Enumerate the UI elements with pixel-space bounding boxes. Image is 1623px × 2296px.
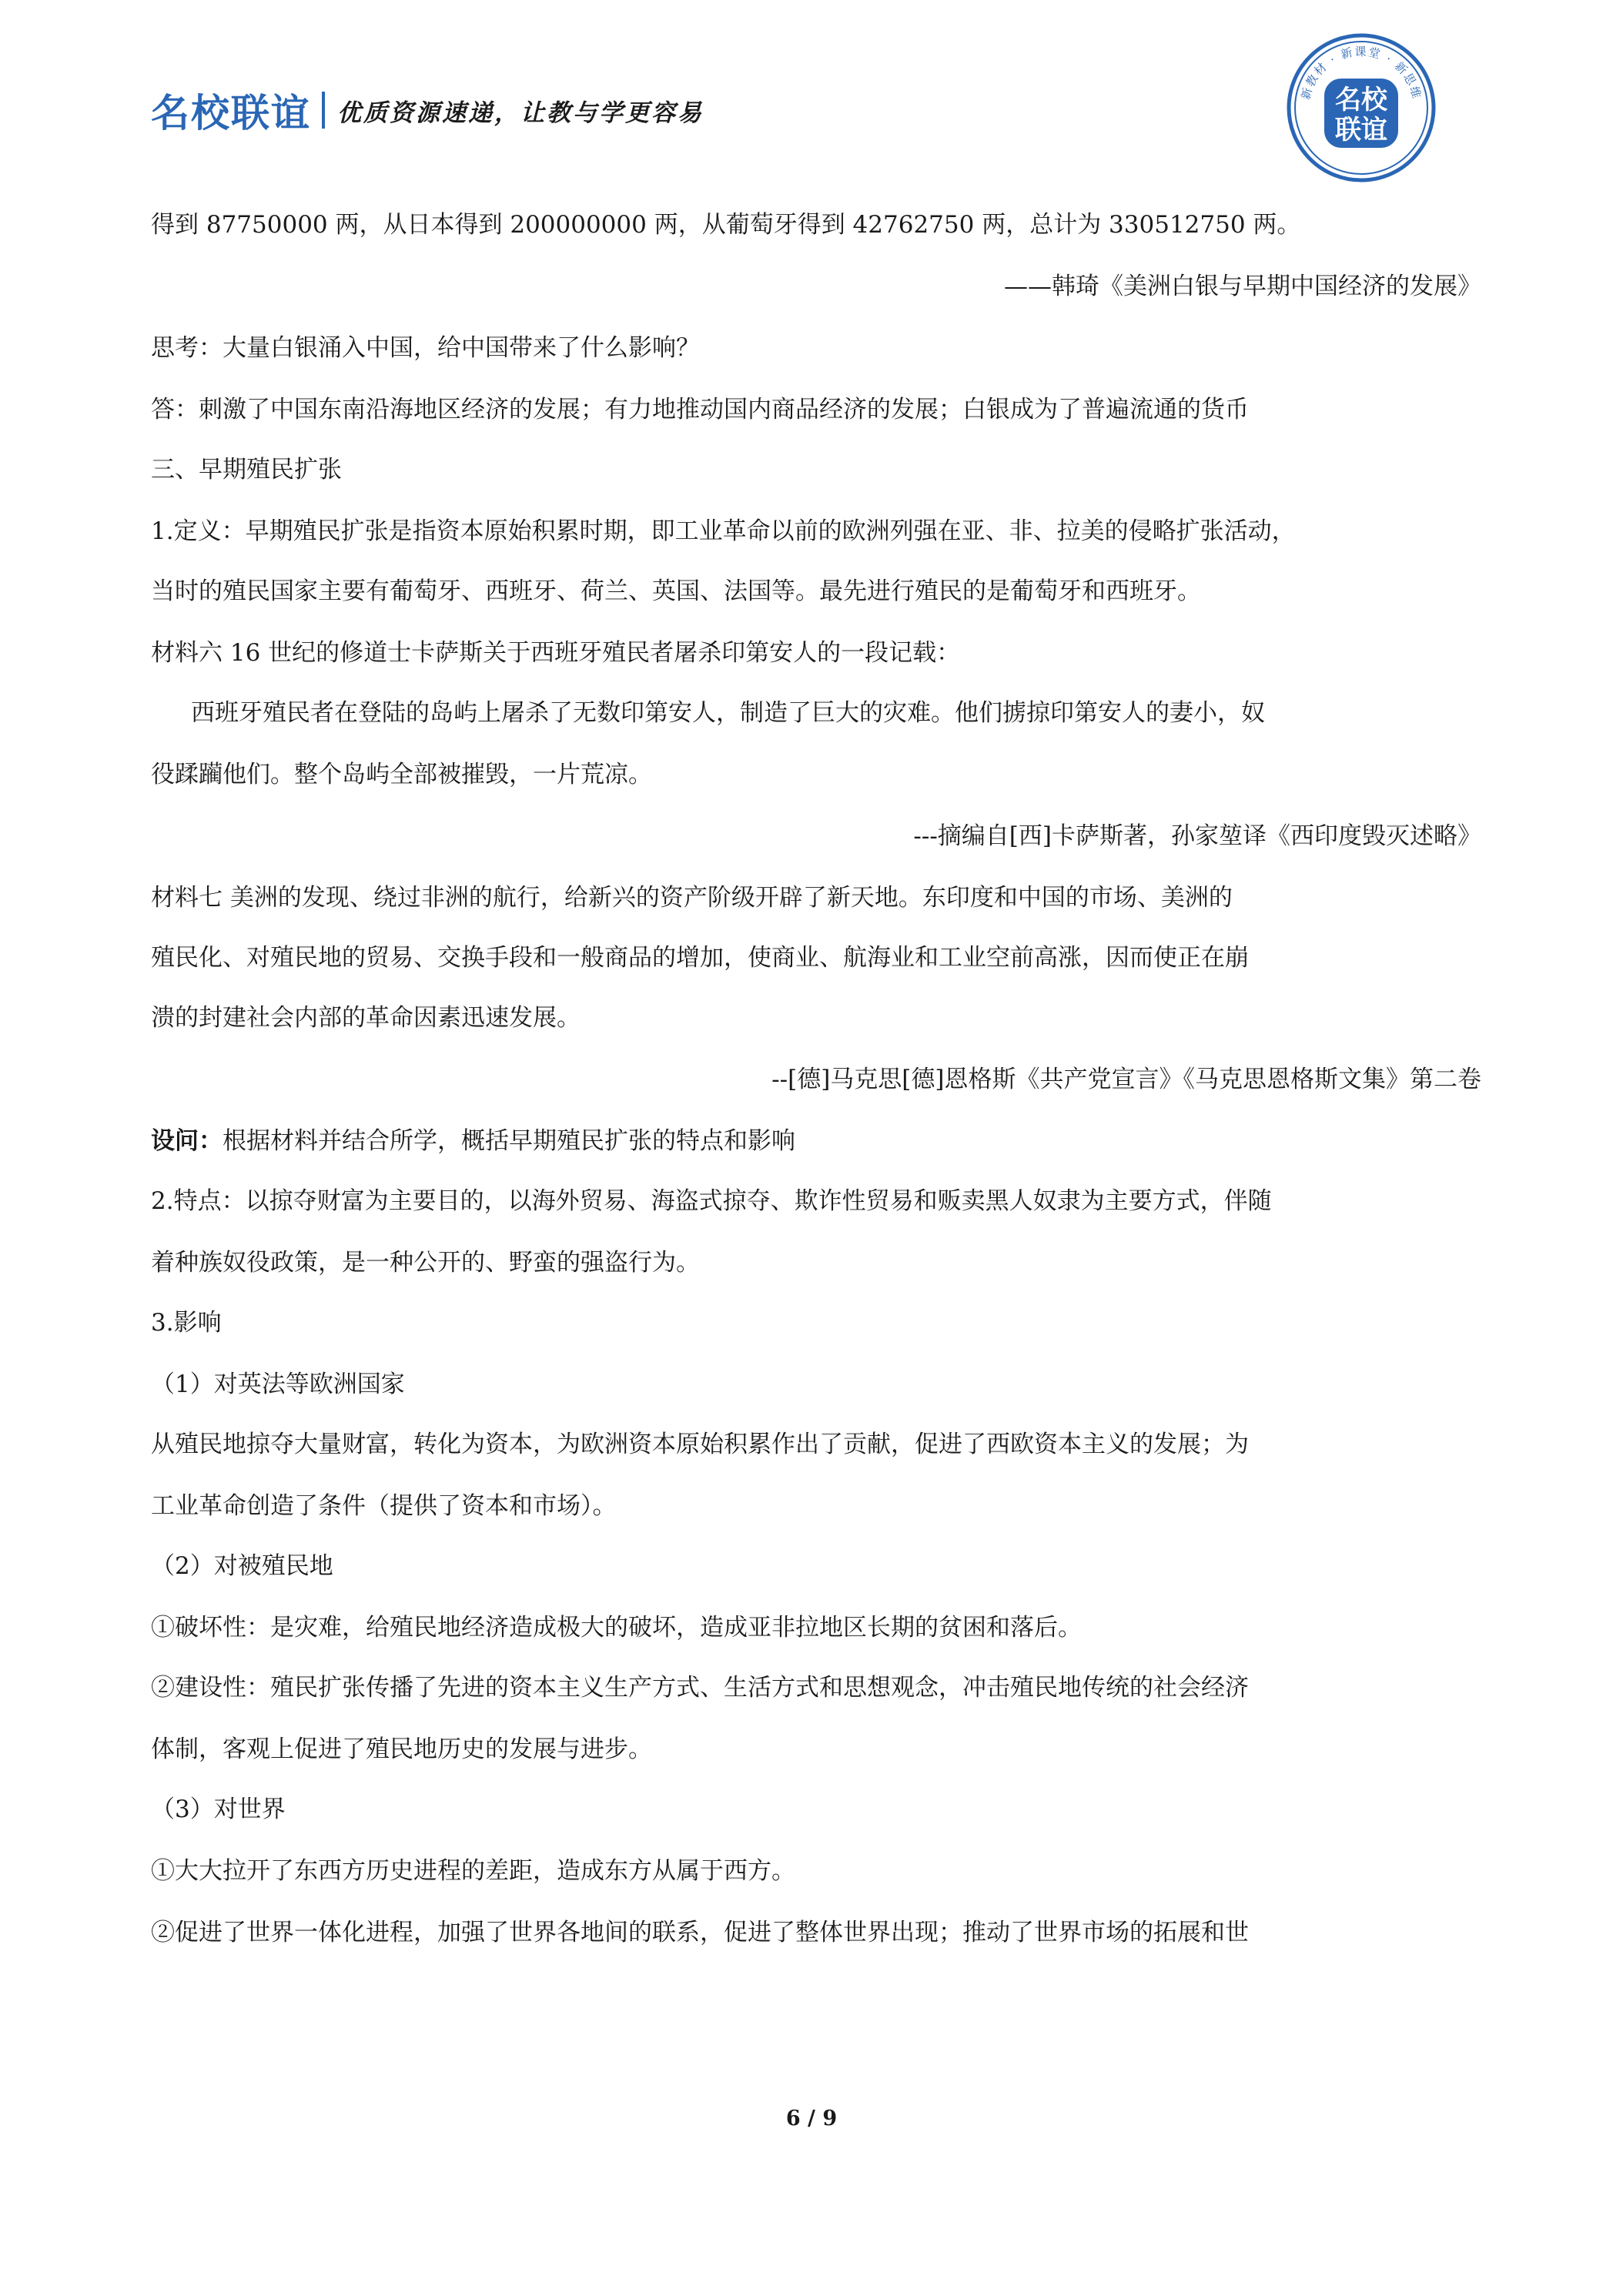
material-heading: 材料六 16 世纪的修道士卡萨斯关于西班牙殖民者屠杀印第安人的一段记载：: [151, 639, 961, 667]
subheading: （2）对被殖民地: [151, 1552, 333, 1580]
citation-line: --[德]马克思[德]恩格斯《共产党宣言》《马克思恩格斯文集》第二卷: [771, 1066, 1481, 1093]
page-header: [151, 83, 704, 137]
body-line: ②促进了世界一体化进程，加强了世界各地间的联系，促进了整体世界出现；推动了世界市场的拓展和世: [151, 1919, 1249, 1946]
body-line: ②建设性：殖民扩张传播了先进的资本主义生产方式、生活方式和思想观念，冲击殖民地传统的社会经济: [151, 1674, 1249, 1702]
brand-logo-text: 名校联谊: [151, 91, 311, 136]
body-line: 殖民化、对殖民地的贸易、交换手段和一般商品的增加，使商业、航海业和工业空前高涨，因而使正在崩: [151, 944, 1249, 972]
body-line: 当时的殖民国家主要有葡萄牙、西班牙、荷兰、英国、法国等。最先进行殖民的是葡萄牙和西班牙。: [151, 577, 1201, 605]
seal-arc-text: 新教材 · 新课堂 · 新思维: [1298, 45, 1424, 102]
citation-line: ——韩琦《美洲白银与早期中国经济的发展》: [1004, 273, 1481, 300]
prompt-label: 设问：: [151, 1127, 223, 1155]
body-line: 溃的封建社会内部的革命因素迅速发展。: [151, 1004, 581, 1032]
material-heading: 材料七 美洲的发现、绕过非洲的航行，给新兴的资产阶级开辟了新天地。东印度和中国的市场、美洲的: [151, 884, 1233, 912]
quote-line: 役蹂躏他们。整个岛屿全部被摧毁，一片荒凉。: [151, 761, 652, 788]
citation-line: ---摘编自[西]卡萨斯著，孙家堃译《西印度毁灭述略》: [913, 822, 1481, 850]
body-line: 体制，客观上促进了殖民地历史的发展与进步。: [151, 1735, 652, 1763]
subheading: （3）对世界: [151, 1796, 286, 1823]
body-line: 得到 87750000 两，从日本得到 200000000 两，从葡萄牙得到 42762750 两，总计为 330512750 两。: [151, 211, 1301, 239]
quote-line: 西班牙殖民者在登陆的岛屿上屠杀了无数印第安人，制造了巨大的灾难。他们掳掠印第安人的妻小，奴: [191, 699, 1265, 727]
header-slogan: 优质资源速递，让教与学更容易: [337, 99, 704, 127]
header-divider: [322, 92, 325, 129]
prompt-text: 根据材料并结合所学，概括早期殖民扩张的特点和影响: [223, 1127, 795, 1155]
answer-line: 答：刺激了中国东南沿海地区经济的发展；有力地推动国内商品经济的发展；白银成为了普遍流通的货币: [151, 396, 1249, 423]
body-line: 从殖民地掠夺大量财富，转化为资本，为欧洲资本原始积累作出了贡献，促进了西欧资本主义的发展；为: [151, 1431, 1249, 1458]
body-line: ①大大拉开了东西方历史进程的差距，造成东方从属于西方。: [151, 1857, 795, 1885]
body-line: ①破坏性：是灾难，给殖民地经济造成极大的破坏，造成亚非拉地区长期的贫困和落后。: [151, 1614, 1082, 1642]
subheading: 3.影响: [151, 1309, 222, 1337]
school-seal-logo: [1284, 31, 1438, 185]
page-number: 6 / 9: [785, 2107, 838, 2130]
seal-text-line1: 名校: [1335, 85, 1387, 115]
body-line: 着种族奴役政策，是一种公开的、野蛮的强盗行为。: [151, 1249, 700, 1277]
body-line: 工业革命创造了条件（提供了资本和市场）。: [151, 1492, 617, 1520]
prompt-line: [151, 1124, 795, 1158]
section-heading: 三、早期殖民扩张: [151, 456, 342, 484]
body-line: 1.定义：早期殖民扩张是指资本原始积累时期，即工业革命以前的欧洲列强在亚、非、拉美的侵略扩张活动，: [151, 517, 1296, 545]
seal-text-line2: 联谊: [1335, 115, 1387, 146]
body-line: 2.特点：以掠夺财富为主要目的，以海外贸易、海盗式掠夺、欺诈性贸易和贩卖黑人奴隶为主要方式，伴随: [151, 1187, 1272, 1215]
question-line: 思考：大量白银涌入中国，给中国带来了什么影响？: [151, 334, 700, 362]
subheading: （1）对英法等欧洲国家: [151, 1371, 405, 1398]
